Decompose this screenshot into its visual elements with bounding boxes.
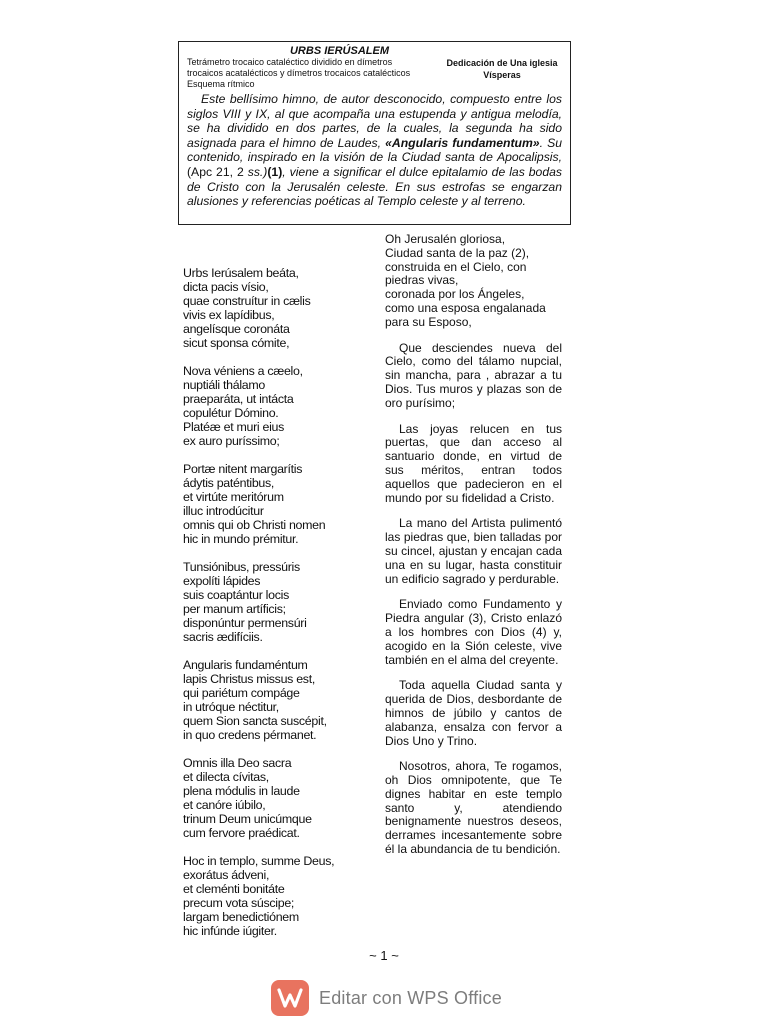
latin-stanza [183, 266, 353, 350]
latin-verse-line: in quo credens pérmanet. [183, 728, 317, 742]
occasion-label: Dedicación de Una iglesia [446, 58, 558, 68]
latin-verse-line: ádytis paténtibus, [183, 476, 275, 490]
liturgical-occasion [442, 57, 562, 90]
latin-verse-line: angelísque coronáta [183, 322, 290, 336]
spanish-stanza-text: Toda aquella Ciudad santa y querida de Dios, desbordante de himnos de júbilo y cantos de alabanza, ensalza con fervor a Dios Uno y Trino. [385, 678, 562, 748]
wps-watermark[interactable] [271, 980, 502, 1016]
latin-verse-line: Hoc in templo, summe Deus, [183, 854, 335, 868]
latin-verse-line: Nova véniens a cæelo, [183, 364, 303, 378]
latin-verse-line: Omnis illa Deo sacra [183, 756, 292, 770]
spanish-stanza-text: La mano del Artista pulimentó las piedras que, bien talladas por su cincel, ajustan y encajan cada una en su lugar, hasta constituir un edificio sagrado y perdurable. [385, 516, 562, 586]
latin-verse-line: et virtúte meritórum [183, 490, 284, 504]
latin-stanza [183, 364, 353, 448]
latin-verse-line: expolíti lápides [183, 574, 261, 588]
latin-verse-line: plena módulis in laude [183, 784, 300, 798]
spanish-stanza [385, 342, 562, 411]
spanish-stanza [385, 598, 562, 667]
latin-hymn-column [183, 266, 353, 952]
latin-verse-line: omnis qui ob Christi nomen [183, 518, 326, 532]
meter-line: trocaicos acatalécticos y dímetros trocaicos catalécticos [187, 68, 411, 78]
latin-stanza [183, 756, 353, 840]
intro-text: . Su contenido, inspirado en la visión de la Ciudad santa de Apocalipsis, [187, 135, 562, 165]
wps-logo-icon [271, 980, 309, 1016]
latin-verse-line: copulétur Dómino. [183, 406, 279, 420]
footnote-marker[interactable]: (1) [267, 164, 283, 179]
intro-text: , viene a significar el dulce epitalamio de las bodas de Cristo con la Jerusalén celeste. En sus estrofas se engarzan alusiones y referencias poéticas al Templo celeste y al terreno. [187, 164, 562, 209]
latin-verse-line: Angularis fundaméntum [183, 658, 308, 672]
latin-verse-line: illuc introdúcitur [183, 504, 264, 518]
latin-stanza [183, 462, 353, 546]
latin-verse-line: suis coaptántur locis [183, 588, 289, 602]
latin-verse-line: exorátus ádveni, [183, 868, 270, 882]
latin-verse-line: precum vota súscipe; [183, 896, 295, 910]
intro-text: Este bellísimo himno, de autor desconocido, compuesto entre los siglos VIII y IX, al que acompaña una estupenda y antigua melodía, se ha dividido en dos partes, de la cuales, la segunda ha sido asignada para el himno de Laudes, [187, 92, 562, 150]
latin-verse-line: qui pariétum compáge [183, 686, 300, 700]
meter-description [187, 57, 442, 90]
spanish-stanza [385, 760, 562, 857]
spanish-stanza [385, 423, 562, 506]
latin-verse-line: quem Sion sancta suscépit, [183, 714, 327, 728]
latin-stanza [183, 854, 353, 938]
latin-verse-line: per manum artíficis; [183, 602, 286, 616]
latin-verse-line: dicta pacis vísio, [183, 280, 269, 294]
intro-ss: ss.) [247, 164, 268, 179]
intro-hymn-reference: «Angularis fundamentum» [385, 135, 540, 150]
meter-line: Esquema rítmico [187, 79, 255, 89]
latin-verse-line: ex auro puríssimo; [183, 434, 280, 448]
latin-verse-line: sicut sponsa cómite, [183, 336, 290, 350]
intro-paragraph [187, 92, 562, 209]
latin-verse-line: quae construítur in cælis [183, 294, 311, 308]
latin-verse-line: Tunsiónibus, pressúris [183, 560, 300, 574]
latin-verse-line: sacris ædifíciis. [183, 630, 263, 644]
spanish-stanza [385, 517, 562, 586]
page-number: ~ 1 ~ [369, 948, 399, 963]
latin-verse-line: Platéæ et muri eius [183, 420, 285, 434]
spanish-stanza [385, 679, 562, 748]
meta-row [187, 57, 562, 90]
spanish-stanza [385, 233, 562, 330]
spanish-verse-line: como una esposa engalanada para su Esposo, [385, 300, 546, 329]
latin-verse-line: et cleménti bonitáte [183, 882, 285, 896]
spanish-stanza-text: Las joyas relucen en tus puertas, que dan acceso al santuario donde, en virtud de sus méritos, entran todos aquellos que padecieron en el mundo por su fidelidad a Cristo. [385, 421, 562, 505]
latin-verse-line: vivis ex lapídibus, [183, 308, 275, 322]
latin-verse-line: Portæ nitent margarítis [183, 462, 303, 476]
spanish-stanza-text: Que desciendes nueva del Cielo, como del tálamo nupcial, sin mancha, para , abrazar a tu Dios. Tus muros y plazas son de oro purísimo; [385, 340, 562, 410]
latin-verse-line: hic infúnde iúgiter. [183, 924, 277, 938]
latin-stanza [183, 658, 353, 742]
spanish-verse-line: Ciudad santa de la paz (2), [385, 245, 530, 260]
latin-verse-line: lapis Christus missus est, [183, 672, 315, 686]
latin-verse-line: largam benedictiónem [183, 910, 299, 924]
latin-verse-line: et dilecta cívitas, [183, 770, 269, 784]
spanish-stanza-text: Enviado como Fundamento y Piedra angular (3), Cristo enlazó a los hombres con Dios (4) y, acogido en la Sión celeste, vive también en el alma del creyente. [385, 597, 562, 667]
latin-verse-line: nuptiáli thálamo [183, 378, 265, 392]
latin-verse-line: cum fervore praédicat. [183, 826, 300, 840]
spanish-verse-line: coronada por los Ángeles, [385, 287, 525, 302]
latin-verse-line: in utróque néctitur, [183, 700, 279, 714]
latin-verse-line: praeparáta, ut intácta [183, 392, 294, 406]
latin-verse-line: Urbs Ierúsalem beáta, [183, 266, 299, 280]
spanish-stanza-text: Nosotros, ahora, Te rogamos, oh Dios omnipotente, que Te dignes habitar en este templo santo y, atendiendo benignamente nuestros deseos, derrames incesantemente sobre él la abundancia de tu bendición. [385, 759, 562, 857]
hour-label: Vísperas [483, 70, 521, 80]
latin-verse-line: hic in mundo prémitur. [183, 532, 299, 546]
intro-bible-reference: (Apc 21, 2 [187, 164, 248, 179]
spanish-verse-line: construida en el Cielo, con piedras vivas, [385, 259, 527, 288]
header-box [178, 41, 571, 225]
hymn-title: URBS IERÚSALEM [289, 45, 389, 57]
latin-verse-line: trinum Deum unicúmque [183, 812, 312, 826]
latin-verse-line: disponúntur permensúri [183, 616, 307, 630]
latin-stanza [183, 560, 353, 644]
spanish-translation-column [385, 233, 562, 869]
latin-verse-line: et canóre iúbilo, [183, 798, 266, 812]
wps-watermark-text: Editar con WPS Office [319, 987, 502, 1008]
spanish-verse-line: Oh Jerusalén gloriosa, [385, 232, 506, 246]
meter-line: Tetrámetro trocaico cataléctico dividido en dímetros [187, 57, 393, 67]
